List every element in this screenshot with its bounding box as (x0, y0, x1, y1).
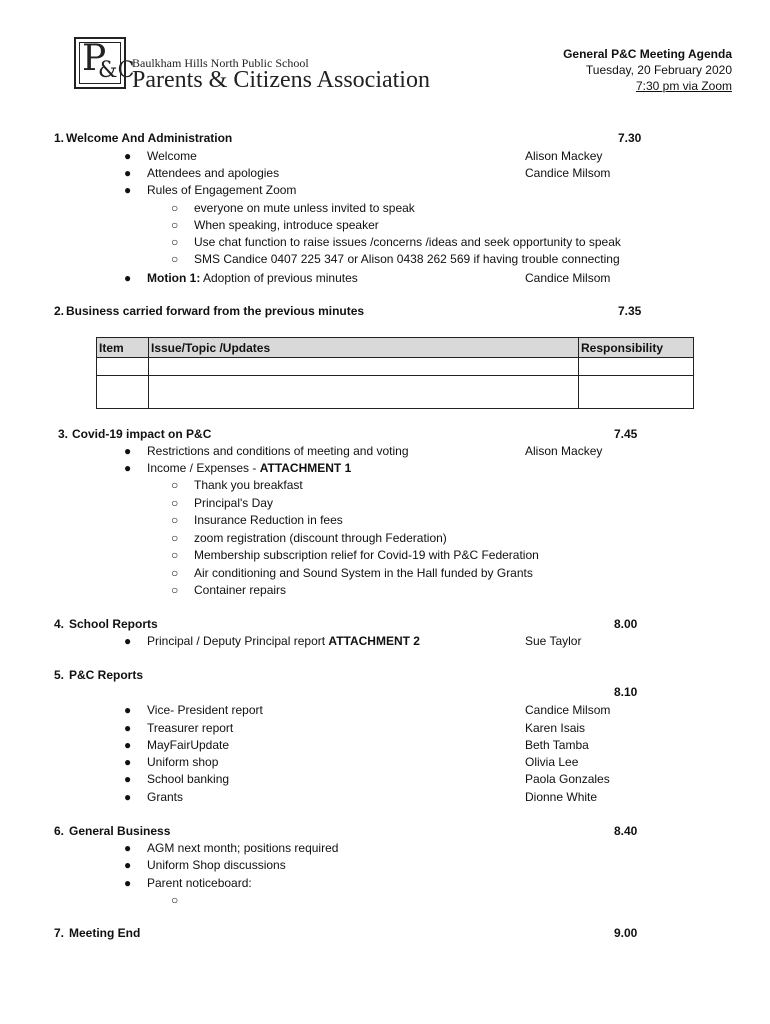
section-5-number: 5. (54, 668, 65, 682)
sub-bullet-icon: ○ (171, 513, 179, 527)
responsibility: Candice Milsom (525, 166, 611, 180)
responsibility: Alison Mackey (525, 149, 603, 163)
list-item-text: Principal / Deputy Principal report (147, 634, 329, 648)
list-item: AGM next month; positions required (147, 841, 339, 855)
motion-text: Adoption of previous minutes (200, 271, 358, 285)
section-3-number: 3. (58, 427, 69, 441)
pc-logo (74, 37, 135, 89)
business-table (96, 337, 694, 409)
table-header-responsibility: Responsibility (579, 338, 694, 358)
section-3-time: 7.45 (614, 427, 638, 441)
sub-bullet-icon: ○ (171, 235, 179, 249)
sub-list-item: Insurance Reduction in fees (194, 513, 343, 527)
sub-list-item: Membership subscription relief for Covid-19 with P&C Federation (194, 548, 539, 562)
bullet-icon: ● (124, 876, 132, 890)
bullet-icon: ● (124, 755, 132, 769)
bullet-icon: ● (124, 444, 132, 458)
responsibility: Olivia Lee (525, 755, 579, 769)
sub-bullet-icon: ○ (171, 531, 179, 545)
meeting-date: Tuesday, 20 February 2020 (585, 63, 732, 77)
school-name: Baulkham Hills North Public School (132, 56, 309, 70)
sub-bullet-icon: ○ (171, 252, 179, 266)
table-header-item: Item (97, 338, 149, 358)
responsibility: Alison Mackey (525, 444, 603, 458)
sub-bullet-icon: ○ (171, 548, 179, 562)
responsibility: Dionne White (525, 790, 598, 804)
section-2-time: 7.35 (618, 304, 642, 318)
bullet-icon: ● (124, 738, 132, 752)
sub-list-item: When speaking, introduce speaker (194, 218, 379, 232)
table-row (97, 358, 694, 376)
sub-list-item: zoom registration (discount through Federation) (194, 531, 447, 545)
table-header-topic: Issue/Topic /Updates (149, 338, 579, 358)
motion-label: Motion 1: (147, 271, 201, 285)
section-4-title: School Reports (69, 617, 158, 631)
sub-list-item: SMS Candice 0407 225 347 or Alison 0438 262 569 if having trouble connecting (194, 252, 620, 266)
logo-letter-p: P (82, 38, 107, 79)
bullet-icon: ● (124, 183, 132, 197)
list-item (147, 634, 420, 648)
bullet-icon: ● (124, 461, 132, 475)
section-2-title: Business carried forward from the previous minutes (66, 304, 365, 318)
responsibility: Karen Isais (525, 721, 586, 735)
section-4-time: 8.00 (614, 617, 638, 631)
list-item (147, 461, 351, 475)
attachment-label: ATTACHMENT 2 (328, 634, 420, 648)
section-7-number: 7. (54, 926, 65, 940)
logo-letters-c: &C (98, 58, 135, 83)
responsibility: Paola Gonzales (525, 772, 610, 786)
section-4-number: 4. (54, 617, 65, 631)
sub-list-item: Air conditioning and Sound System in the Hall funded by Grants (194, 566, 533, 580)
list-item: Rules of Engagement Zoom (147, 183, 297, 197)
section-6-number: 6. (54, 824, 65, 838)
bullet-icon: ● (124, 772, 132, 786)
section-5-time: 8.10 (614, 685, 638, 699)
section-6-time: 8.40 (614, 824, 638, 838)
sub-bullet-icon: ○ (171, 201, 179, 215)
sub-list-item: Thank you breakfast (194, 478, 303, 492)
sub-bullet-icon: ○ (171, 218, 179, 232)
list-item: Attendees and apologies (147, 166, 280, 180)
motion-item (147, 271, 358, 285)
table-cell (579, 376, 694, 409)
sub-list-item: Container repairs (194, 583, 287, 597)
section-1-number: 1. (54, 131, 65, 145)
attachment-label: ATTACHMENT 1 (259, 461, 352, 475)
section-3-title: Covid-19 impact on P&C (72, 427, 212, 441)
list-item: Uniform shop (147, 755, 219, 769)
list-item: Vice- President report (147, 703, 263, 717)
agenda-title: General P&C Meeting Agenda (563, 47, 732, 61)
table-row (97, 376, 694, 409)
list-item: Restrictions and conditions of meeting and voting (147, 444, 409, 458)
association-name: Parents & Citizens Association (132, 67, 430, 93)
responsibility: Candice Milsom (525, 703, 611, 717)
table-cell (149, 358, 579, 376)
section-6-title: General Business (69, 824, 171, 838)
sub-bullet-icon: ○ (171, 583, 179, 597)
table-header-row (97, 338, 694, 358)
sub-bullet-icon: ○ (171, 893, 179, 907)
responsibility: Beth Tamba (525, 738, 589, 752)
bullet-icon: ● (124, 790, 132, 804)
sub-bullet-icon: ○ (171, 566, 179, 580)
bullet-icon: ● (124, 634, 132, 648)
list-item: MayFairUpdate (147, 738, 230, 752)
bullet-icon: ● (124, 166, 132, 180)
section-1-time: 7.30 (618, 131, 642, 145)
table-cell (97, 376, 149, 409)
bullet-icon: ● (124, 841, 132, 855)
sub-bullet-icon: ○ (171, 496, 179, 510)
list-item: Parent noticeboard: (147, 876, 252, 890)
responsibility: Candice Milsom (525, 271, 611, 285)
sub-list-item: Principal's Day (194, 496, 273, 510)
bullet-icon: ● (124, 721, 132, 735)
bullet-icon: ● (124, 271, 132, 285)
section-5-title: P&C Reports (69, 668, 144, 682)
list-item: Welcome (147, 149, 197, 163)
bullet-icon: ● (124, 149, 132, 163)
responsibility: Sue Taylor (525, 634, 582, 648)
table-cell (579, 358, 694, 376)
sub-list-item: Use chat function to raise issues /concerns /ideas and seek opportunity to speak (194, 235, 621, 249)
list-item: Treasurer report (147, 721, 234, 735)
section-1-title: Welcome And Administration (66, 131, 233, 145)
section-2-number: 2. (54, 304, 65, 318)
meeting-time-venue: 7:30 pm via Zoom (635, 79, 732, 93)
section-7-title: Meeting End (69, 926, 141, 940)
list-item: Grants (147, 790, 184, 804)
sub-bullet-icon: ○ (171, 478, 179, 492)
table-cell (97, 358, 149, 376)
section-7-time: 9.00 (614, 926, 638, 940)
bullet-icon: ● (124, 858, 132, 872)
table-cell (149, 376, 579, 409)
list-item-text: Income / Expenses - (147, 461, 260, 475)
bullet-icon: ● (124, 703, 132, 717)
list-item: Uniform Shop discussions (147, 858, 286, 872)
list-item: School banking (147, 772, 230, 786)
sub-list-item: everyone on mute unless invited to speak (194, 201, 415, 215)
